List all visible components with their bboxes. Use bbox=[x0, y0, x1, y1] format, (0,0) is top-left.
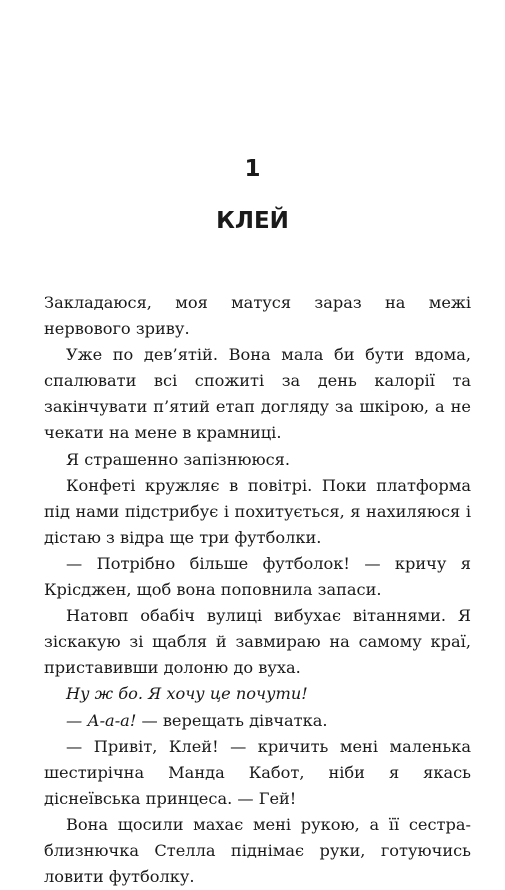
chapter-body bbox=[44, 290, 471, 890]
paragraph-3: Я страшенно запізнююся. bbox=[66, 449, 291, 469]
paragraph-8-rest: — верещать дівчатка. bbox=[136, 710, 328, 730]
paragraph-6: Натовп обабіч вулиці вибухає вітаннями. Я зіскакую зі щабля й завмираю на самому краї, приставивши долоню до вуха. bbox=[44, 606, 471, 678]
paragraph-9: — Привіт, Клей! — кричить мені маленька шестирічна Манда Кабот, ніби я якась діснеївська принцеса. — Гей! bbox=[44, 736, 471, 808]
paragraph-8 bbox=[44, 708, 471, 734]
paragraph-1: Закладаюся, моя матуся зараз на межі нервового зриву. bbox=[44, 293, 471, 339]
paragraph-10: Вона щосили махає мені рукою, а її сестра-близнючка Стелла піднімає руки, готуючись ловити футболку. bbox=[44, 814, 471, 887]
paragraph-7-thought: Ну ж бо. Я хочу це почути! bbox=[66, 684, 308, 704]
paragraph-4: Конфеті кружляє в повітрі. Поки платформа під нами підстрибує і похитується, я нахиляюся і дістаю з відра ще три футболки. bbox=[44, 475, 471, 547]
chapter-title: КЛЕЙ bbox=[216, 208, 289, 234]
paragraph-2: Уже по дев’ятій. Вона мала би бути вдома, спалювати всі спожиті за день калорії та закінчувати п’ятий етап догляду за шкірою, а не чекати на мене в крамниці. bbox=[44, 345, 471, 443]
paragraph-8-italic: — А-а-а! bbox=[66, 710, 137, 730]
paragraph-5: — Потрібно більше футболок! — кричу я Крісджен, щоб вона поповнила запаси. bbox=[44, 553, 471, 600]
chapter-number: 1 bbox=[244, 156, 261, 182]
